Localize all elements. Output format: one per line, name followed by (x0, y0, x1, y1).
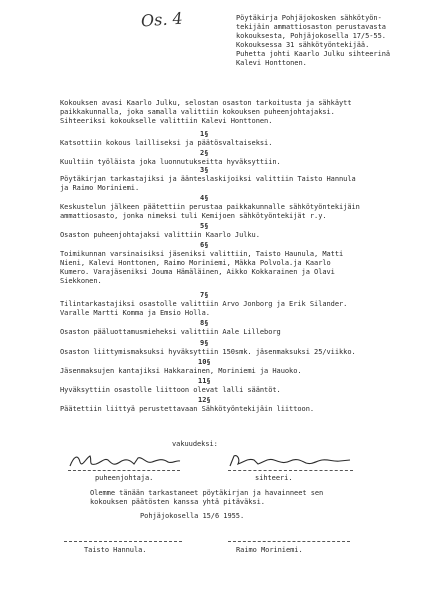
body-line: Jäsenmaksujen kantajiksi Hakkarainen, Moriniemi ja Hauoko. (60, 367, 302, 375)
body-line: Varalle Martti Komma ja Emsio Holla. (60, 309, 210, 317)
body-line: Katsottiin kokous lailliseksi ja päätösvaltaiseksi. (60, 139, 273, 147)
checker-left-name: Taisto Hannula. (84, 546, 147, 554)
place-date: Pohjäjokosella 15/6 1955. (140, 512, 245, 520)
section-number: 2§ (200, 149, 209, 157)
header-line: kokouksesta, Pohjäjokosella 17/5-55. (236, 32, 386, 40)
statement-line: kokouksen päätösten kanssa yhtä pitäväksi. (90, 498, 265, 506)
body-line: Toimikunnan varsinaisiksi jäseniksi valittiin, Taisto Haunula, Matti (60, 250, 344, 258)
statement-line: Olemme tänään tarkastaneet pöytäkirjan ja havainneet sen (90, 489, 324, 497)
body-line: Keskustelun jälkeen päätettiin perustaa paikkakunnalle sähkötyöntekijäin (60, 203, 360, 211)
body-line: ammattiosasto, jonka nimeksi tuli Kemijoen sähkötyöntekijät r.y. (60, 212, 327, 220)
body-line: ja Raimo Moriniemi. (60, 184, 140, 192)
chairman-signature (68, 450, 183, 472)
body-line: Kuultiin työläista joka luonnutukseitta hyväksyttiin. (60, 158, 281, 166)
signature-line (228, 541, 350, 542)
body-line: Kumero. Varajäseniksi Jouma Hämäläinen, Aikko Kokkarainen ja Olavi (60, 268, 335, 276)
section-number: 1§ (200, 130, 209, 138)
body-line: Osaston puheenjohtajaksi valittiin Kaarlo Julku. (60, 231, 260, 239)
chairman-role: puheenjohtaja. (95, 474, 154, 482)
section-number: 5§ (200, 222, 209, 230)
header-line: tekijäin ammattiosaston perustavasta (236, 23, 386, 31)
section-number: 4§ (200, 194, 209, 202)
body-line: Kokouksen avasi Kaarlo Julku, selostan osaston tarkoitusta ja sähkäytt (60, 99, 352, 107)
section-number: 7§ (200, 291, 209, 299)
section-number: 10§ (198, 358, 211, 366)
signature-line (68, 470, 180, 471)
section-number: 8§ (200, 319, 209, 327)
section-number: 12§ (198, 396, 211, 404)
signature-line (64, 541, 182, 542)
secretary-role: sihteeri. (255, 474, 293, 482)
body-line: Osaston pääluottamusmieheksi valittiin Aale Lilleborg (60, 328, 281, 336)
body-line: Päätettiin liittyä perustettavaan Sähkötyöntekijäin liittoon. (60, 405, 315, 413)
header-line: Kokouksessa 31 sähkötyöntekijää. (236, 41, 370, 49)
body-line: Siekkonen. (60, 277, 102, 285)
secretary-signature (228, 452, 353, 470)
body-line: Pöytäkirjan tarkastajiksi ja äänteslaskijoiksi valittiin Taisto Hannula (60, 175, 356, 183)
body-line: Hyväksyttiin osastolle liittoon olevat lalli sääntöt. (60, 386, 281, 394)
body-line: paikkakunnalla, joka samalla valittiin kokouksen puheenjohtajaksi. (60, 108, 335, 116)
header-line: Kalevi Honttonen. (236, 59, 307, 67)
vakuudeksi-label: vakuudeksi: (172, 440, 218, 448)
section-number: 6§ (200, 241, 209, 249)
body-line: Tilintarkastajiksi osastolle valittiin Arvo Jonborg ja Erik Silander. (60, 300, 348, 308)
signature-line (228, 470, 353, 471)
checker-right-name: Raimo Moriniemi. (236, 546, 303, 554)
header-line: Pöytäkirja Pohjäjokosken sähkötyön- (236, 14, 382, 22)
body-line: Sihteeriksi kokoukselle valittiin Kalevi Honttonen. (60, 117, 273, 125)
section-number: 11§ (198, 377, 211, 385)
body-line: Osaston liittymismaksuksi hyväksyttiin 150smk. jäsenmaksuksi 25/viikko. (60, 348, 356, 356)
section-number: 3§ (200, 166, 209, 174)
header-line: Puhetta johti Kaarlo Julku sihteerinä (236, 50, 391, 58)
body-line: Nieni, Kalevi Honttonen, Raimo Moriniemi, Mäkka Polvola.ja Kaarlo (60, 259, 331, 267)
section-number: 9§ (200, 339, 209, 347)
handwritten-number: Os. 4 (140, 8, 184, 31)
